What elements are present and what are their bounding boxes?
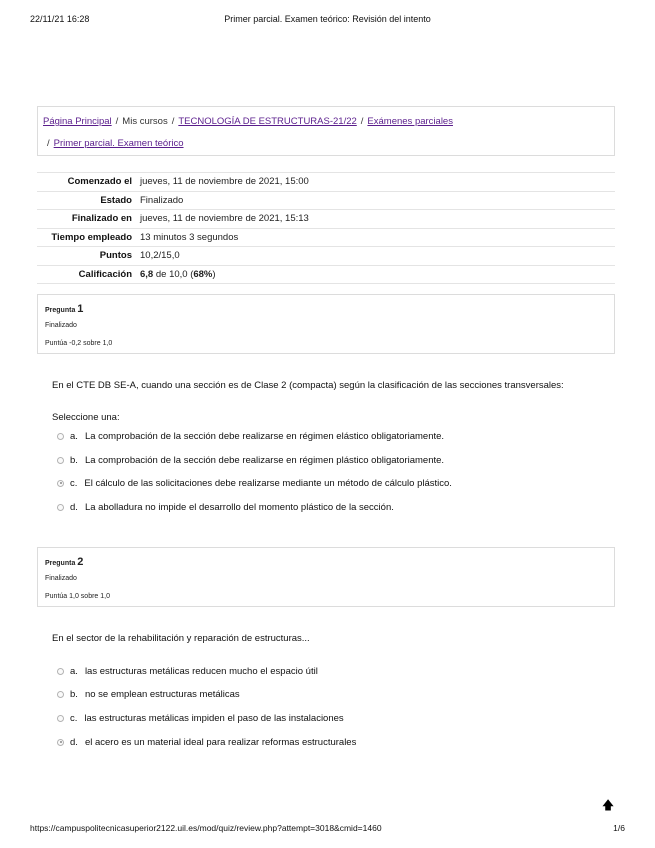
attempt-summary-table (37, 172, 615, 284)
summary-label: Tiempo empleado (51, 231, 132, 243)
answer-text: el acero es un material ideal para realizar reformas estructurales (84, 736, 357, 748)
question-label: Pregunta (45, 307, 76, 314)
question-2-answer-c[interactable] (57, 711, 344, 725)
summary-row-marks (37, 247, 615, 266)
radio-button[interactable] (57, 504, 64, 511)
answer-text: La comprobación de la sección debe realizarse en régimen elástico obligatoriamente. (84, 430, 445, 442)
grade-close: ) (212, 268, 216, 280)
question-2-info (37, 547, 615, 607)
grade-percent: 68% (193, 268, 213, 280)
radio-button-selected[interactable] (57, 739, 64, 746)
breadcrumb-home-link[interactable]: Página Principal (43, 116, 112, 127)
question-1-text: En el CTE DB SE-A, cuando una sección es de Clase 2 (compacta) según la clasificación de las secciones transversales: (52, 380, 564, 391)
breadcrumb-quiz-link[interactable]: Primer parcial. Examen teórico (53, 138, 184, 149)
summary-label: Calificación (78, 268, 132, 280)
print-page-title: Primer parcial. Examen teórico: Revisión del intento (224, 14, 431, 24)
answer-letter: b. (70, 688, 78, 700)
print-footer (30, 823, 625, 837)
breadcrumb-separator: / (171, 116, 175, 127)
answer-text: las estructuras metálicas reducen mucho el espacio útil (84, 665, 318, 677)
question-1-answer-c[interactable] (57, 476, 452, 490)
question-state: Finalizado (45, 575, 77, 582)
answer-text: La comprobación de la sección debe realizarse en régimen plástico obligatoriamente. (84, 454, 445, 466)
summary-label: Finalizado en (71, 213, 132, 225)
breadcrumb-course-link[interactable]: TECNOLOGÍA DE ESTRUCTURAS-21/22 (178, 116, 357, 127)
question-2-answer-a[interactable] (57, 664, 318, 678)
breadcrumb-separator: / (115, 116, 119, 127)
breadcrumb-section-link[interactable]: Exámenes parciales (367, 116, 453, 127)
radio-button[interactable] (57, 691, 64, 698)
answer-text: La abolladura no impide el desarrollo del momento plástico de la sección. (84, 501, 394, 513)
answer-letter: a. (70, 665, 78, 677)
breadcrumb-separator: / (47, 138, 50, 149)
answer-letter: d. (70, 736, 78, 748)
summary-label: Puntos (99, 250, 132, 262)
summary-row-finished (37, 210, 615, 229)
question-1-info (37, 294, 615, 354)
answer-text: no se emplean estructuras metálicas (84, 688, 240, 700)
answer-text: El cálculo de las solicitaciones debe realizarse mediante un método de cálculo plástico. (84, 477, 452, 489)
print-page-number: 1/6 (613, 823, 625, 833)
summary-label: Comenzado el (67, 176, 132, 188)
summary-row-time-taken (37, 228, 615, 247)
breadcrumb-my-courses: Mis cursos (122, 116, 168, 127)
print-datetime: 22/11/21 16:28 (30, 14, 90, 24)
summary-row-state (37, 191, 615, 210)
summary-value (138, 265, 615, 284)
answer-letter: c. (70, 712, 78, 724)
question-1-prompt: Seleccione una: (52, 412, 120, 423)
question-state: Finalizado (45, 322, 77, 329)
summary-row-started (37, 173, 615, 192)
breadcrumb-separator: / (360, 116, 364, 127)
print-url: https://campuspolitecnicasuperior2122.uil.es/mod/quiz/review.php?attempt=3018&cmid=1460 (30, 823, 382, 833)
print-header (30, 14, 625, 28)
question-number (45, 303, 83, 315)
radio-button[interactable] (57, 433, 64, 440)
question-number-value: 2 (77, 556, 84, 568)
question-grade: Puntúa 1,0 sobre 1,0 (45, 593, 110, 600)
summary-value: jueves, 11 de noviembre de 2021, 15:13 (140, 213, 309, 225)
question-number-value: 1 (77, 303, 84, 315)
answer-letter: d. (70, 501, 78, 513)
radio-button[interactable] (57, 715, 64, 722)
grade-value: 6,8 (140, 268, 154, 280)
question-label: Pregunta (45, 560, 76, 567)
radio-button[interactable] (57, 457, 64, 464)
question-number (45, 556, 83, 568)
summary-value: 10,2/15,0 (140, 250, 180, 262)
summary-value: jueves, 11 de noviembre de 2021, 15:00 (140, 176, 309, 188)
arrow-up-icon[interactable]: 🡅 (601, 798, 615, 812)
answer-letter: b. (70, 454, 78, 466)
question-1-answer-d[interactable] (57, 500, 394, 514)
question-2-answer-b[interactable] (57, 687, 240, 701)
question-1-answer-b[interactable] (57, 453, 444, 467)
grade-out-of: de 10,0 ( (153, 268, 194, 280)
summary-label: Estado (100, 194, 132, 206)
radio-button-selected[interactable] (57, 480, 64, 487)
summary-value: 13 minutos 3 segundos (140, 231, 239, 243)
question-2-text: En el sector de la rehabilitación y reparación de estructuras... (52, 633, 310, 644)
answer-letter: c. (70, 477, 78, 489)
breadcrumb (37, 106, 615, 156)
answer-letter: a. (70, 430, 78, 442)
radio-button[interactable] (57, 668, 64, 675)
question-grade: Puntúa -0,2 sobre 1,0 (45, 340, 113, 347)
question-2-answer-d[interactable] (57, 735, 356, 749)
answer-text: las estructuras metálicas impiden el paso de las instalaciones (84, 712, 344, 724)
question-1-answer-a[interactable] (57, 429, 444, 443)
summary-row-grade (37, 265, 615, 284)
summary-value: Finalizado (140, 194, 184, 206)
